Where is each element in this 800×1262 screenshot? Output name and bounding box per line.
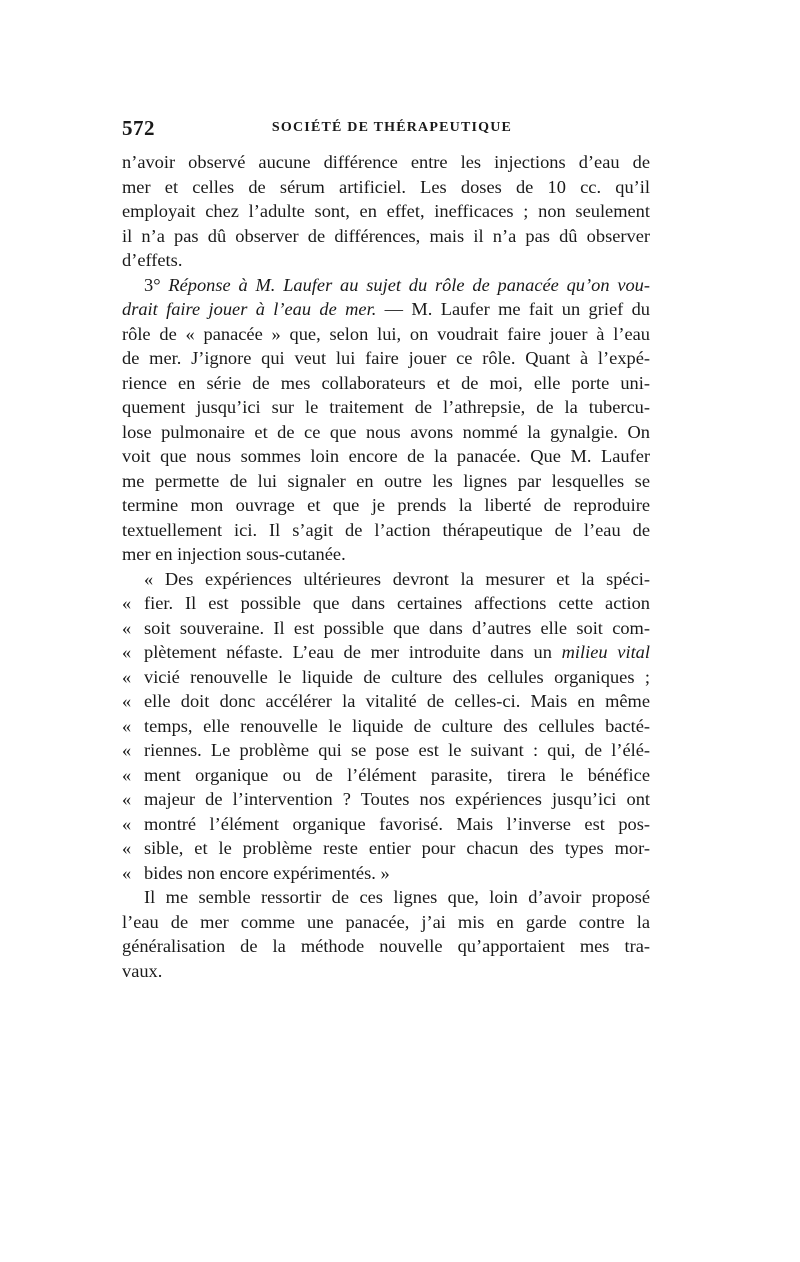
quote-text: sible, et le problème reste entier pour chacun des types mor- <box>144 838 650 858</box>
text-line: n’avoir observé aucune différence entre les injections d’eau de <box>122 152 650 172</box>
quote-mark: « <box>122 813 132 834</box>
quote-line <box>122 812 650 837</box>
quote-mark: « <box>122 666 132 687</box>
quote-text: fier. Il est possible que dans certaines affections cette action <box>144 593 650 613</box>
text-line: quement jusqu’ici sur le traitement de l’athrepsie, de la tubercu- <box>122 397 650 417</box>
text-line: lose pulmonaire et de ce que nous avons nommé la gynalgie. On <box>122 421 650 442</box>
quote-mark: « <box>122 642 132 662</box>
paragraph-3 <box>122 885 650 983</box>
quote-line <box>122 763 650 788</box>
text-line: il n’a pas dû observer de différences, mais il n’a pas dû observer <box>122 225 650 246</box>
text-line: voit que nous sommes loin encore de la panacée. Que M. Laufer <box>122 446 650 466</box>
quote-mark: « <box>122 691 132 711</box>
text-line: d’effets. <box>122 250 183 270</box>
quote-line <box>122 689 650 714</box>
text-line: Il me semble ressortir de ces lignes que, loin d’avoir proposé <box>144 887 650 907</box>
quote-line <box>122 640 650 665</box>
quote-text: elle doit donc accélérer la vitalité de celles-ci. Mais en même <box>144 691 650 711</box>
quotation <box>122 567 650 886</box>
paragraph-1 <box>122 150 650 273</box>
quote-line <box>122 787 650 812</box>
quote-text: riennes. Le problème qui se pose est le suivant : qui, de l’élé- <box>144 740 650 760</box>
quote-text: soit souveraine. Il est possible que dans d’autres elle soit com- <box>144 617 650 638</box>
body-text <box>122 150 650 983</box>
text-line: rôle de « panacée » que, selon lui, on voudrait faire jouer à l’eau <box>122 323 650 344</box>
quote-text: vicié renouvelle le liquide de culture des cellules organiques ; <box>144 666 650 687</box>
quote-line: « Des expériences ultérieures devront la mesurer et la spéci- <box>144 568 650 589</box>
quote-text: ment organique ou de l’élément parasite, tirera le bénéfice <box>144 764 650 785</box>
quote-mark: « <box>122 838 132 858</box>
quote-mark: « <box>122 593 132 613</box>
text-run: — M. Laufer me fait un grief du <box>376 299 650 319</box>
quote-text: plètement néfaste. L’eau de mer introduite dans un <box>144 642 562 662</box>
text-line: employait chez l’adulte sont, en effet, inefficaces ; non seulement <box>122 201 650 221</box>
section-heading-cont: drait faire jouer à l’eau de mer. <box>122 299 377 319</box>
quote-mark: « <box>122 740 132 760</box>
quote-line <box>122 616 650 641</box>
quote-mark: « <box>122 764 132 785</box>
text-line: l’eau de mer comme une panacée, j’ai mis en garde contre la <box>122 911 650 932</box>
page-number: 572 <box>122 116 155 140</box>
quote-mark: « <box>122 617 132 638</box>
page-header <box>122 116 662 140</box>
text-line <box>122 273 650 298</box>
quote-text: temps, elle renouvelle le liquide de culture des cellules bacté- <box>144 715 650 736</box>
text-line: mer en injection sous-cutanée. <box>122 544 346 564</box>
text-line <box>122 297 650 322</box>
text-line: rience en série de mes collaborateurs et de moi, elle porte uni- <box>122 372 650 393</box>
text-line: vaux. <box>122 960 163 981</box>
quote-line <box>122 738 650 763</box>
quote-emphasis: milieu vital <box>561 642 650 662</box>
text-line: généralisation de la méthode nouvelle qu’apportaient mes tra- <box>122 936 650 956</box>
quote-text: bides non encore expérimentés. » <box>144 862 390 883</box>
quote-mark: « <box>122 862 132 883</box>
text-line: mer et celles de sérum artificiel. Les doses de 10 cc. qu’il <box>122 176 650 197</box>
section-number: 3° <box>144 274 161 295</box>
text-line: me permette de lui signaler en outre les lignes par lesquelles se <box>122 470 650 491</box>
text-line: textuellement ici. Il s’agit de l’action thérapeutique de l’eau de <box>122 519 650 540</box>
paragraph-2 <box>122 273 650 567</box>
quote-line <box>122 836 650 861</box>
running-title: SOCIÉTÉ DE THÉRAPEUTIQUE <box>271 120 513 135</box>
quote-text: majeur de l’intervention ? Toutes nos expériences jusqu’ici ont <box>144 789 650 809</box>
text-line: termine mon ouvrage et que je prends la liberté de reproduire <box>122 495 650 515</box>
quote-line <box>122 714 650 739</box>
quote-text: montré l’élément organique favorisé. Mais l’inverse est pos- <box>144 813 650 834</box>
quote-mark: « <box>122 715 132 736</box>
quote-mark: « <box>122 789 132 809</box>
text-line: de mer. J’ignore qui veut lui faire jouer ce rôle. Quant à l’expé- <box>122 348 650 368</box>
quote-line <box>122 591 650 616</box>
quote-line <box>122 861 650 886</box>
section-heading: Réponse à M. Laufer au sujet du rôle de panacée qu’on vou- <box>168 274 650 295</box>
quote-line <box>122 665 650 690</box>
